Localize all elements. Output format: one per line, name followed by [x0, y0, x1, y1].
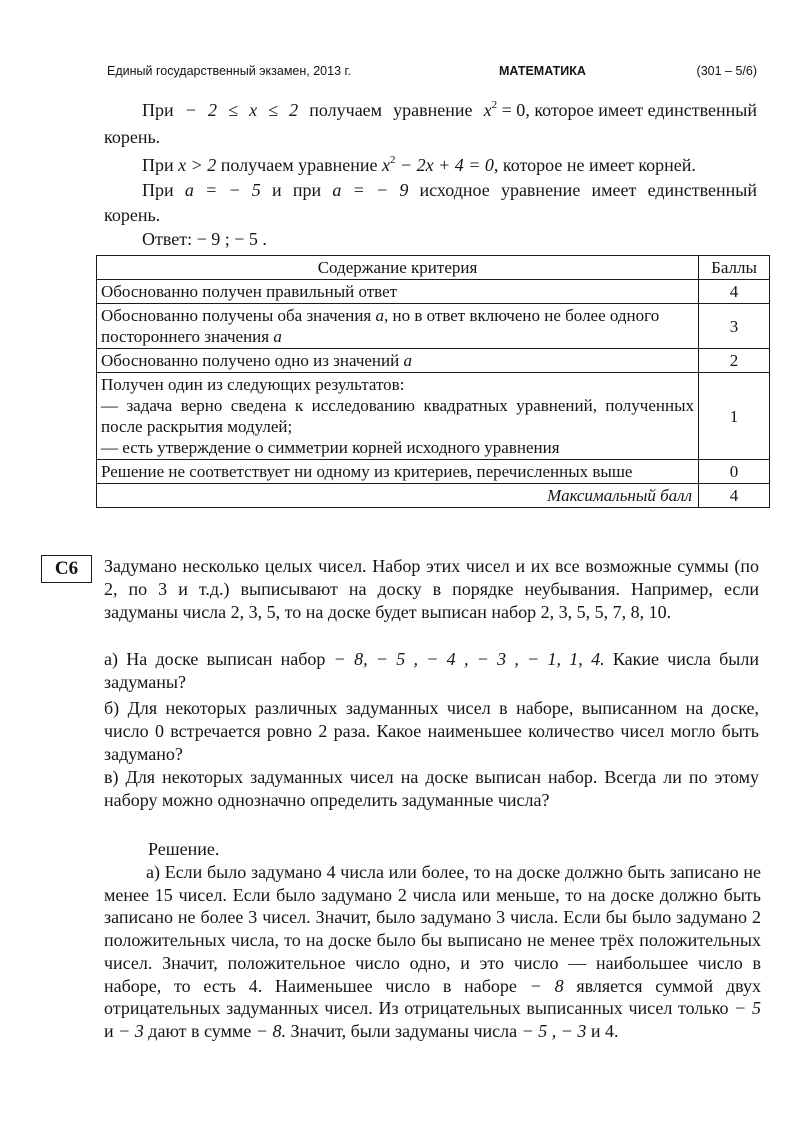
case-line-1: При − 2 ≤ x ≤ 2 получаем уравнение $x^2 = 0$, которое имеет единственный — [142, 99, 758, 120]
criteria-header-row — [97, 256, 770, 280]
case-line-3-cont: корень. — [104, 205, 161, 225]
solution-part-a: а) Если было задумано 4 числа или более, то на доске должно быть записано не менее 15 чисел. Если было задумано 2 числа или меньше, то на доске должно быть записано не более 3 чисел. Значит, было задумано 3 числа. Если бы было задумано 2 положительных числа, то на доске было бы выписано не менее трёх положительных чисел. Значит, положительное число одно, и это число — наибольшее число в наборе, то есть 4. Наименьшее число в наборе − 8 является суммой двух отрицательных задуманных чисел. Из отрицательных выписанных чисел только − 5 и − 3 дают в сумме − 8. Значит, были задуманы числа − 5 , − 3 и 4. — [104, 862, 761, 1041]
answer-label: Ответ: — [142, 229, 193, 249]
answer-line — [142, 228, 267, 251]
task-part-c: в) Для некоторых задуманных чисел на доске выписан набор. Всегда ли по этому набору можно однозначно определить задуманные числа? — [104, 767, 759, 810]
criteria-row: Обоснованно получено одно из значений а 2 — [97, 349, 770, 373]
header-code: (301 – 5/6) — [696, 64, 757, 78]
page-header — [107, 64, 757, 82]
case-line-1-cont: корень. — [104, 127, 161, 147]
criteria-row: Обоснованно получен правильный ответ 4 — [97, 280, 770, 304]
criteria-row: Решение не соответствует ни одному из критериев, перечисленных выше 0 — [97, 460, 770, 484]
header-exam-title: Единый государственный экзамен, 2013 г. — [107, 64, 352, 78]
equation-1: $x^2 = 0$, которое имеет единственный — [483, 99, 758, 120]
task-label: С6 — [41, 555, 92, 583]
criteria-row: Получен один из следующих результатов: — задача верно сведена к исследованию квадратных уравнений, полученных после раскрытия модулей; — есть утверждение о симметрии корней исходного уравнения 1 — [97, 373, 770, 460]
answer-value: − 9 ; − 5 . — [196, 229, 267, 249]
header-subject: МАТЕМАТИКА — [499, 64, 586, 78]
task-intro: Задумано несколько целых чисел. Набор этих чисел и их все возможные суммы (по 2, по 3 и т.д.) выписывают на доску в порядке неубывания. Например, если задуманы числа 2, 3, 5, то на доске будет выписан набор 2, 3, 5, 5, 7, 8, 10. — [104, 556, 759, 622]
criteria-header-content: Содержание критерия — [97, 256, 699, 280]
criteria-table — [96, 255, 770, 508]
case-line-3: При a = − 5 и при a = − 9 исходное уравнение имеет единственный — [142, 180, 758, 200]
criteria-row: Обоснованно получены оба значения а, но в ответ включено не более одного постороннего значения а 3 — [97, 304, 770, 349]
solution-title: Решение. — [148, 839, 220, 859]
task-part-b: б) Для некоторых различных задуманных чисел в наборе, выписанном на доске, число 0 встречается ровно 2 раза. Какое наименьшее количество чисел могло быть задумано? — [104, 698, 759, 764]
criteria-header-points: Баллы — [699, 256, 770, 280]
case-line-2: При x > 2 получаем уравнение $x^2 - 2x + 4 = 0$, которое не имеет корней. — [142, 154, 696, 175]
task-part-a: а) На доске выписан набор − 8, − 5 , − 4 , − 3 , − 1, 1, 4. Какие числа были задуманы? — [104, 649, 760, 692]
criteria-max-row: Максимальный балл 4 — [97, 484, 770, 508]
